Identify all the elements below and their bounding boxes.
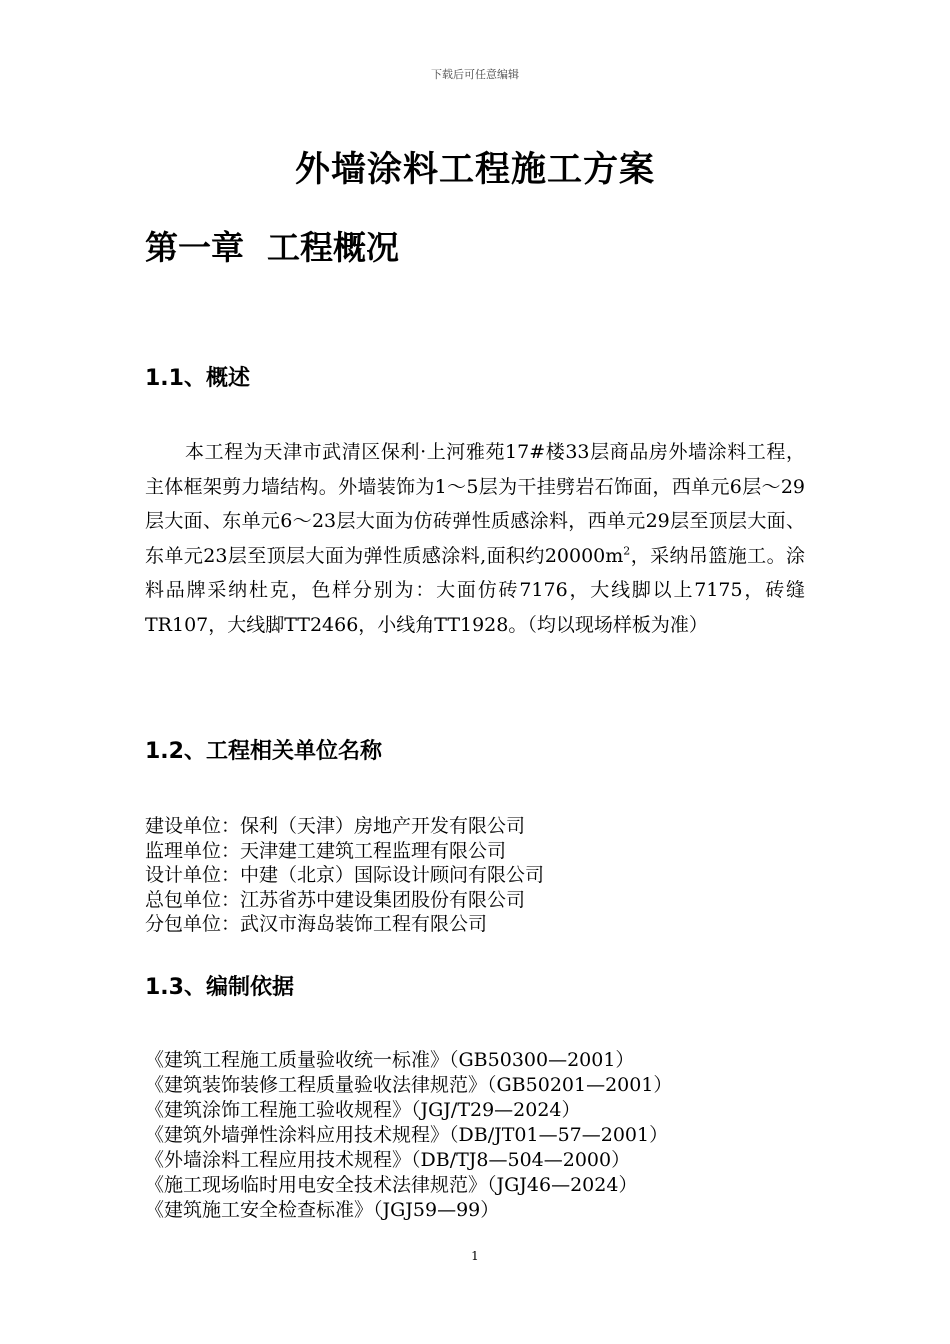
basis-standard-item: 《外墙涂料工程应用技术规程》（DB/TJ8—504—2000） — [145, 1149, 631, 1171]
unit-supervision: 监理单位：天津建工建筑工程监理有限公司 — [145, 839, 507, 862]
area-unit-superscript: 2 — [623, 544, 631, 558]
page-number: 1 — [471, 1249, 479, 1263]
unit-subcontractor: 分包单位：武汉市海岛装饰工程有限公司 — [145, 913, 488, 935]
chapter-title: 第一章 工程概况 — [145, 228, 399, 267]
unit-design: 设计单位：中建（北京）国际设计顾问有限公司 — [145, 864, 545, 886]
overview-paragraph — [145, 435, 805, 642]
overview-text-part2: ，采纳吊篮施工。涂料品牌采纳杜克，色样分别为：大面仿砖7176，大线脚以上7175，砖缝TR107，大线脚TT2466，小线角TT1928。（均以现场样板为准） — [145, 544, 805, 636]
basis-standard-item: 《建筑施工安全检查标准》（JGJ59—99） — [145, 1199, 500, 1221]
related-units-list — [145, 814, 825, 937]
document-title: 外墙涂料工程施工方案 — [294, 150, 655, 190]
basis-standard-item: 《施工现场临时用电安全技术法律规范》（JGJ46—2024） — [145, 1174, 638, 1196]
section-heading-overview: 1.1、概述 — [145, 366, 250, 391]
basis-standard-item: 《建筑装饰装修工程质量验收法律规范》（GB50201—2001） — [145, 1074, 673, 1096]
unit-general-contractor: 总包单位：江苏省苏中建设集团股份有限公司 — [145, 888, 526, 911]
overview-text-part1: 本工程为天津市武清区保利·上河雅苑17#楼33层商品房外墙涂料工程，主体框架剪力墙结构。外墙装饰为1～5层为干挂劈岩石饰面，西单元6层～29层大面、东单元6～23层大面为仿砖弹性质感涂料，西单元29层至顶层大面、东单元23层至顶层大面为弹性质感涂料,面积约20000m — [145, 441, 805, 567]
basis-standard-item: 《建筑外墙弹性涂料应用技术规程》（DB/JT01—57—2001） — [145, 1124, 669, 1146]
unit-construction: 建设单位：保利（天津）房地产开发有限公司 — [145, 815, 526, 837]
section-heading-units: 1.2、工程相关单位名称 — [145, 739, 382, 764]
compilation-basis-list — [145, 1048, 825, 1223]
basis-standard-item: 《建筑涂饰工程施工验收规程》（JGJ/T29—2024） — [145, 1099, 581, 1121]
section-heading-basis: 1.3、编制依据 — [145, 975, 294, 1000]
header-note: 下载后可任意编辑 — [431, 68, 519, 81]
basis-standard-item: 《建筑工程施工质量验收统一标准》（GB50300—2001） — [145, 1049, 635, 1071]
